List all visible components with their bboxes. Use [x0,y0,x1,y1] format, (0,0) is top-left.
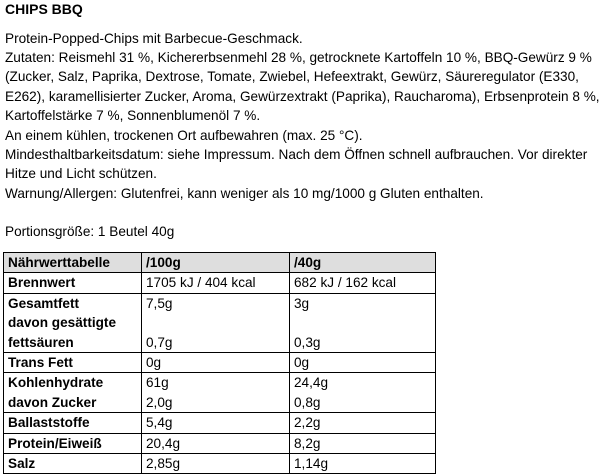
best-before-text: Mindesthaltbarkeitsdatum: siehe Impressum. Nach dem Öffnen schnell aufbrauchen. Vor direkter Hitze und Licht schützen. [5,147,588,182]
header-nutrition-table: Nährwerttabelle [4,253,142,273]
fiber-per100: 5,4g [142,413,290,433]
saturated-label-line1: davon gesättigte [8,315,117,331]
salt-per40: 1,14g [290,453,436,473]
sugar-per40: 0,8g [294,394,321,410]
fat-per40-cell [290,293,436,352]
energy-label: Brennwert [4,273,142,293]
table-row [4,293,436,352]
fat-label-cell [4,293,142,352]
carbs-per40-cell [290,373,436,413]
table-row [4,433,436,453]
saturated-label-line2: fettsäuren [8,334,74,350]
product-title: CHIPS BBQ [5,1,83,17]
protein-label: Protein/Eiweiß [4,433,142,453]
saturated-per100: 0,7g [146,334,173,350]
carbs-label: Kohlenhydrate [8,375,104,391]
portion-size: Portionsgröße: 1 Beutel 40g [5,224,175,239]
energy-per100: 1705 kJ / 404 kcal [142,273,290,293]
saturated-per40: 0,3g [294,334,321,350]
fat-per100-cell [142,293,290,352]
table-row [4,373,436,413]
header-per-100g: /100g [142,253,290,273]
trans-fat-per40: 0g [290,352,436,372]
trans-fat-per100: 0g [142,352,290,372]
table-row [4,273,436,293]
nutrition-table [3,252,436,474]
fiber-per40: 2,2g [290,413,436,433]
product-description: Protein-Popped-Chips mit Barbecue-Geschmack. [5,31,303,46]
protein-per100: 20,4g [142,433,290,453]
carbs-per40: 24,4g [294,375,329,391]
allergen-warning: Warnung/Allergen: Glutenfrei, kann weniger als 10 mg/1000 g Gluten enthalten. [5,186,484,201]
sugar-label: davon Zucker [8,394,97,410]
trans-fat-label: Trans Fett [4,352,142,372]
fat-label: Gesamtfett [8,295,80,311]
protein-per40: 8,2g [290,433,436,453]
carbs-label-cell [4,373,142,413]
table-row [4,413,436,433]
table-row [4,453,436,473]
sugar-per100: 2,0g [146,394,173,410]
storage-text: An einem kühlen, trockenen Ort aufbewahren (max. 25 °C). [5,128,363,143]
fiber-label: Ballaststoffe [4,413,142,433]
fat-per40: 3g [294,295,310,311]
fat-per100: 7,5g [146,295,173,311]
salt-label: Salz [4,453,142,473]
header-per-40g: /40g [290,253,436,273]
ingredients-text: Zutaten: Reismehl 31 %, Kichererbsenmehl 28 %, getrocknete Kartoffeln 10 %, BBQ-Gewürz 9 % (Zucker, Salz, Paprika, Dextrose, Tomate, Zwiebel, Hefeextrakt, Gewürz, Säureregulator (E330, E262), karamellisierter Zucker, Aroma, Gewürzextrakt (Paprika), Raucharoma), Erbsenprotein 8 %, Kartoffelstärke 7 %, Sonnenblumenöl 7 %. [5,50,600,124]
salt-per100: 2,85g [142,453,290,473]
carbs-per100-cell [142,373,290,413]
nutrition-header-row [4,253,436,273]
table-row [4,352,436,372]
carbs-per100: 61g [146,375,169,391]
energy-per40: 682 kJ / 162 kcal [290,273,436,293]
